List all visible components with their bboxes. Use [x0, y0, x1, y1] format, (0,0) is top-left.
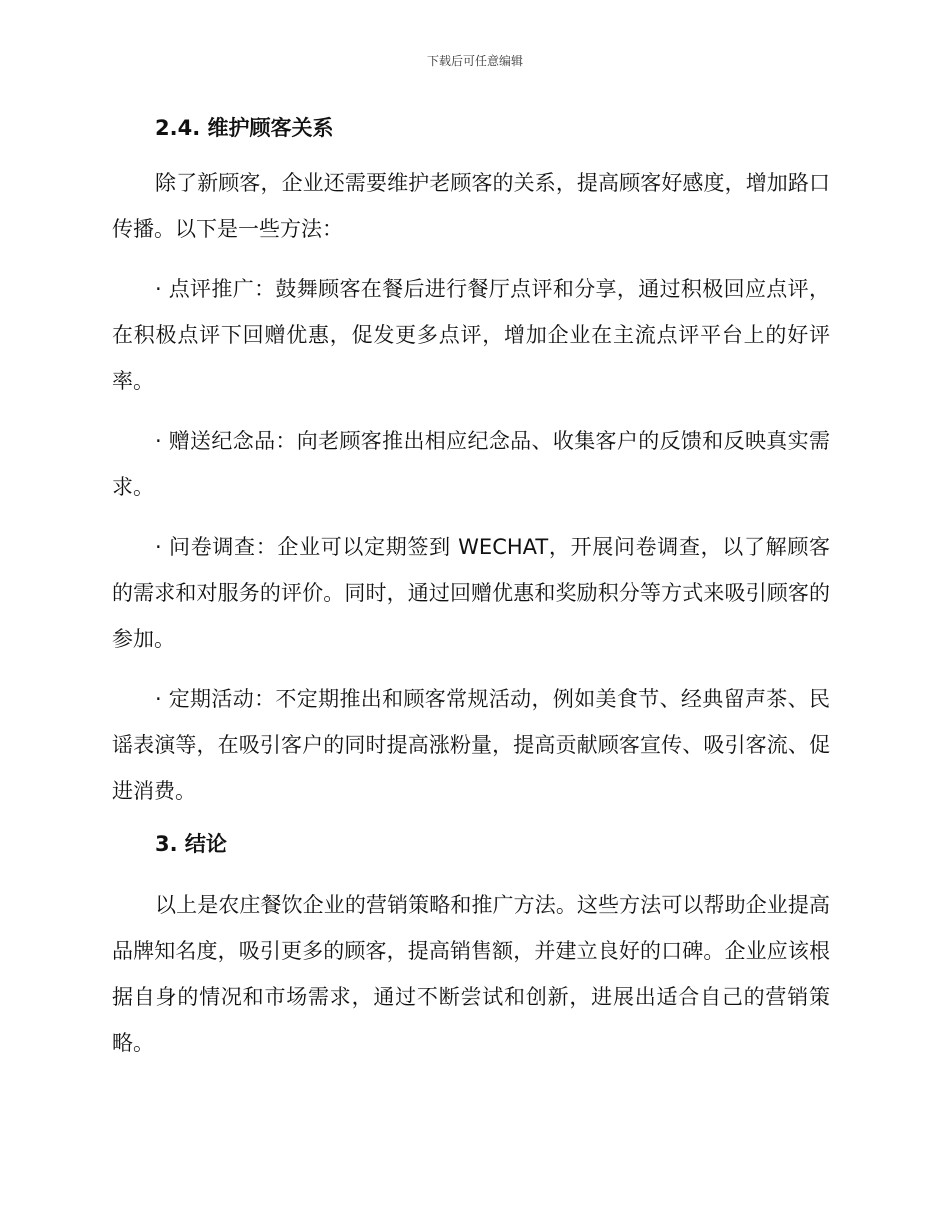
paragraph-intro: 除了新顾客，企业还需要维护老顾客的关系，提高顾客好感度，增加路口传播。以下是一些方法：: [112, 171, 830, 241]
section-heading-conclusion: 3. 结论: [155, 832, 227, 856]
paragraph-conclusion: 以上是农庄餐饮企业的营销策略和推广方法。这些方法可以帮助企业提高品牌知名度，吸引更多的顾客，提高销售额，并建立良好的口碑。企业应该根据自身的情况和市场需求，通过不断尝试和创新，进展出适合自己的营销策略。: [112, 893, 830, 1055]
section-heading-customer-relations: 2.4. 维护顾客关系: [155, 116, 334, 140]
paragraph-souvenir: · 赠送纪念品：向老顾客推出相应纪念品、收集客户的反馈和反映真实需求。: [112, 429, 830, 499]
paragraph-events: · 定期活动：不定期推出和顾客常规活动，例如美食节、经典留声茶、民谣表演等，在吸引客户的同时提高涨粉量，提高贡献顾客宣传、吸引客流、促进消费。: [112, 687, 830, 803]
paragraph-survey: · 问卷调查：企业可以定期签到 WECHAT，开展问卷调查，以了解顾客的需求和对服务的评价。同时，通过回赠优惠和奖励积分等方式来吸引顾客的参加。: [112, 535, 830, 651]
document-body: [112, 110, 830, 1066]
paragraph-review-promotion: · 点评推广：鼓舞顾客在餐后进行餐厅点评和分享，通过积极回应点评，在积极点评下回赠优惠，促发更多点评，增加企业在主流点评平台上的好评率。: [112, 277, 830, 393]
page-header: 下载后可任意编辑: [426, 54, 523, 68]
